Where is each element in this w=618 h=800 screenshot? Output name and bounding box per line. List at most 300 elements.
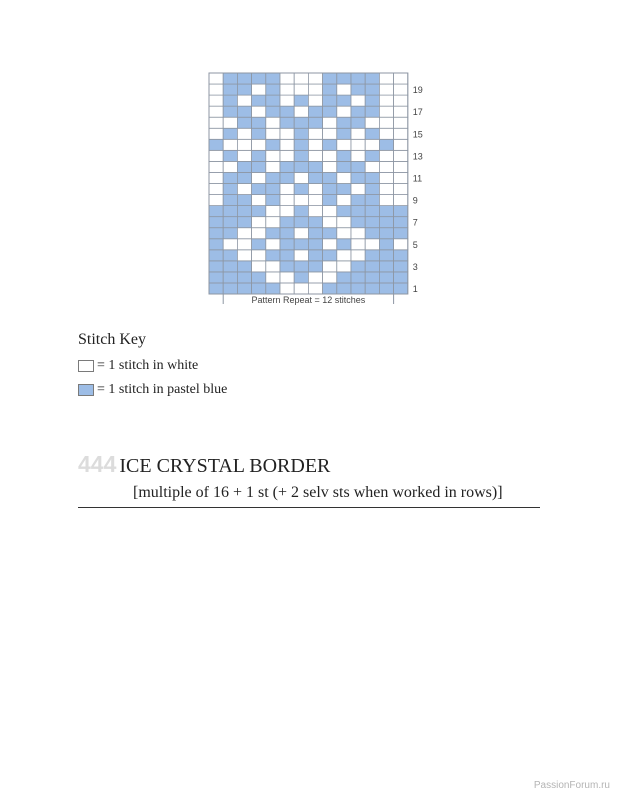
chart-cell <box>209 184 223 195</box>
chart-cell <box>365 184 379 195</box>
chart-cell <box>323 139 337 150</box>
row-number-label: 7 <box>412 217 418 228</box>
chart-cell <box>223 172 237 183</box>
pattern-name: ICE CRYSTAL BORDER <box>119 455 331 477</box>
chart-cell <box>252 206 266 217</box>
chart-cell <box>323 84 337 95</box>
chart-cell <box>223 195 237 206</box>
chart-cell <box>252 250 266 261</box>
chart-cell <box>237 139 251 150</box>
chart-cell <box>252 161 266 172</box>
chart-cell <box>266 272 280 283</box>
chart-cell <box>323 95 337 106</box>
chart-cell <box>308 150 322 161</box>
chart-cell <box>379 117 393 128</box>
stitch-key-title: Stitch Key <box>78 331 146 348</box>
chart-cell <box>351 73 365 84</box>
chart-cell <box>266 150 280 161</box>
chart-cell <box>223 239 237 250</box>
chart-cell <box>294 117 308 128</box>
chart-cell <box>280 139 294 150</box>
chart-cell <box>365 139 379 150</box>
chart-cell <box>323 261 337 272</box>
chart-cell <box>323 239 337 250</box>
chart-cell <box>337 195 351 206</box>
chart-cell <box>379 283 393 294</box>
chart-cell <box>280 184 294 195</box>
chart-cell <box>237 73 251 84</box>
chart-cell <box>337 283 351 294</box>
chart-cell <box>394 250 408 261</box>
chart-cell <box>237 217 251 228</box>
chart-cell <box>351 250 365 261</box>
chart-cell <box>365 106 379 117</box>
chart-cell <box>394 128 408 139</box>
chart-cell <box>394 117 408 128</box>
chart-cell <box>337 272 351 283</box>
chart-cell <box>394 206 408 217</box>
chart-cell <box>237 150 251 161</box>
chart-cell <box>209 239 223 250</box>
chart-cell <box>323 106 337 117</box>
chart-cell <box>280 117 294 128</box>
chart-cell <box>237 261 251 272</box>
key-label-white: = 1 stitch in white <box>97 358 199 373</box>
heading-rule <box>78 507 540 508</box>
chart-cell <box>237 206 251 217</box>
chart-cell <box>223 84 237 95</box>
chart-cell <box>209 161 223 172</box>
chart-cell <box>337 95 351 106</box>
chart-cell <box>237 95 251 106</box>
chart-cell <box>294 195 308 206</box>
chart-cell <box>351 272 365 283</box>
chart-cell <box>323 272 337 283</box>
chart-cell <box>379 217 393 228</box>
chart-cell <box>337 217 351 228</box>
chart-cell <box>379 95 393 106</box>
chart-cell <box>223 128 237 139</box>
chart-cell <box>351 117 365 128</box>
chart-cell <box>308 272 322 283</box>
blue-swatch-icon <box>78 384 94 396</box>
row-number-label: 13 <box>412 151 423 162</box>
chart-cell <box>209 283 223 294</box>
chart-cell <box>351 261 365 272</box>
chart-cell <box>365 161 379 172</box>
chart-cell <box>379 228 393 239</box>
chart-cell <box>294 150 308 161</box>
pattern-heading <box>78 449 330 483</box>
chart-cell <box>394 283 408 294</box>
chart-cell <box>252 184 266 195</box>
chart-cell <box>337 139 351 150</box>
chart-cell <box>394 272 408 283</box>
chart-cell <box>266 117 280 128</box>
chart-cell <box>308 239 322 250</box>
chart-cell <box>394 106 408 117</box>
chart-cell <box>237 195 251 206</box>
chart-cell <box>266 217 280 228</box>
chart-cell <box>365 117 379 128</box>
chart-cell <box>379 250 393 261</box>
chart-cell <box>379 239 393 250</box>
chart-cell <box>209 106 223 117</box>
chart-cell <box>252 195 266 206</box>
chart-cell <box>294 106 308 117</box>
chart-cell <box>209 272 223 283</box>
chart-cell <box>365 128 379 139</box>
knitting-chart <box>0 0 618 330</box>
chart-cell <box>223 73 237 84</box>
chart-cell <box>308 95 322 106</box>
chart-cell <box>308 184 322 195</box>
chart-cell <box>308 206 322 217</box>
chart-cell <box>237 117 251 128</box>
chart-cell <box>308 73 322 84</box>
chart-cell <box>323 206 337 217</box>
chart-cell <box>337 73 351 84</box>
chart-cell <box>209 117 223 128</box>
white-swatch-icon <box>78 360 94 372</box>
chart-cell <box>280 84 294 95</box>
chart-cell <box>280 95 294 106</box>
chart-cell <box>223 139 237 150</box>
chart-cell <box>252 106 266 117</box>
chart-cell <box>394 261 408 272</box>
chart-cell <box>337 228 351 239</box>
chart-cell <box>280 195 294 206</box>
chart-cell <box>223 250 237 261</box>
chart-cell <box>337 84 351 95</box>
chart-cell <box>365 239 379 250</box>
chart-cell <box>223 206 237 217</box>
chart-cell <box>308 106 322 117</box>
chart-cell <box>323 217 337 228</box>
chart-cell <box>266 228 280 239</box>
chart-cell <box>351 161 365 172</box>
watermark: PassionForum.ru <box>533 780 610 791</box>
chart-cell <box>266 128 280 139</box>
key-label-blue: = 1 stitch in pastel blue <box>97 382 228 397</box>
chart-cell <box>266 95 280 106</box>
chart-cell <box>394 239 408 250</box>
chart-cell <box>337 106 351 117</box>
chart-cell <box>280 73 294 84</box>
chart-cell <box>266 184 280 195</box>
chart-cell <box>223 150 237 161</box>
row-number-label: 15 <box>412 129 423 140</box>
chart-cell <box>308 84 322 95</box>
chart-cell <box>237 106 251 117</box>
chart-cell <box>394 228 408 239</box>
chart-cell <box>323 250 337 261</box>
chart-cell <box>379 73 393 84</box>
chart-cell <box>209 95 223 106</box>
chart-cell <box>294 73 308 84</box>
chart-cell <box>365 217 379 228</box>
chart-cell <box>308 117 322 128</box>
chart-cell <box>379 195 393 206</box>
chart-cell <box>252 150 266 161</box>
chart-cell <box>252 272 266 283</box>
chart-cell <box>394 195 408 206</box>
chart-cell <box>337 184 351 195</box>
chart-cell <box>394 95 408 106</box>
chart-cell <box>394 73 408 84</box>
chart-cell <box>237 228 251 239</box>
row-number-label: 19 <box>412 85 423 96</box>
chart-cell <box>209 228 223 239</box>
chart-cell <box>394 161 408 172</box>
chart-cell <box>394 184 408 195</box>
chart-cell <box>209 150 223 161</box>
chart-cell <box>266 239 280 250</box>
chart-cell <box>266 106 280 117</box>
chart-cell <box>209 139 223 150</box>
chart-cell <box>308 128 322 139</box>
chart-cell <box>337 239 351 250</box>
chart-cell <box>365 261 379 272</box>
chart-cell <box>294 250 308 261</box>
chart-cell <box>337 150 351 161</box>
pattern-subtitle: [multiple of 16 + 1 st (+ 2 selv sts when worked in rows)] <box>133 484 503 501</box>
chart-cell <box>223 261 237 272</box>
chart-cell <box>351 150 365 161</box>
chart-cell <box>252 261 266 272</box>
chart-cell <box>266 250 280 261</box>
chart-cell <box>337 206 351 217</box>
chart-cell <box>294 261 308 272</box>
chart-cell <box>237 161 251 172</box>
chart-cell <box>223 283 237 294</box>
chart-cell <box>379 139 393 150</box>
chart-cell <box>266 73 280 84</box>
chart-cell <box>379 261 393 272</box>
chart-cell <box>308 172 322 183</box>
chart-cell <box>280 172 294 183</box>
chart-cell <box>294 128 308 139</box>
chart-cell <box>308 283 322 294</box>
chart-cell <box>294 184 308 195</box>
chart-cell <box>237 283 251 294</box>
chart-cell <box>209 250 223 261</box>
chart-cell <box>308 250 322 261</box>
chart-cell <box>365 84 379 95</box>
chart-cell <box>252 139 266 150</box>
chart-cell <box>337 250 351 261</box>
chart-cell <box>308 217 322 228</box>
chart-cell <box>351 139 365 150</box>
chart-cell <box>351 195 365 206</box>
chart-cell <box>209 84 223 95</box>
chart-cell <box>252 217 266 228</box>
chart-cell <box>223 95 237 106</box>
row-number-label: 11 <box>412 173 423 184</box>
chart-cell <box>351 84 365 95</box>
pattern-repeat-label: Pattern Repeat = 12 stitches <box>251 295 366 305</box>
chart-cell <box>252 117 266 128</box>
chart-cell <box>252 73 266 84</box>
chart-cell <box>394 84 408 95</box>
chart-cell <box>280 272 294 283</box>
chart-cell <box>209 172 223 183</box>
chart-cell <box>379 106 393 117</box>
chart-cell <box>209 73 223 84</box>
chart-cell <box>337 128 351 139</box>
chart-cell <box>294 95 308 106</box>
chart-cell <box>394 217 408 228</box>
chart-cell <box>323 161 337 172</box>
chart-cell <box>294 283 308 294</box>
chart-cell <box>252 228 266 239</box>
chart-cell <box>323 283 337 294</box>
chart-cell <box>351 95 365 106</box>
row-number-label: 9 <box>412 195 418 206</box>
chart-cell <box>266 161 280 172</box>
chart-cell <box>323 228 337 239</box>
chart-cell <box>280 150 294 161</box>
chart-cell <box>252 84 266 95</box>
chart-cell <box>237 239 251 250</box>
row-number-label: 1 <box>412 283 418 294</box>
chart-cell <box>294 217 308 228</box>
chart-cell <box>294 239 308 250</box>
chart-cell <box>379 184 393 195</box>
chart-cell <box>351 206 365 217</box>
chart-cell <box>351 239 365 250</box>
chart-cell <box>394 172 408 183</box>
chart-cell <box>365 250 379 261</box>
chart-cell <box>323 73 337 84</box>
chart-cell <box>294 172 308 183</box>
chart-cell <box>294 139 308 150</box>
chart-cell <box>308 139 322 150</box>
row-number-label: 17 <box>412 107 423 118</box>
chart-grid <box>0 0 618 330</box>
chart-cell <box>237 184 251 195</box>
chart-cell <box>308 161 322 172</box>
chart-cell <box>223 272 237 283</box>
chart-cell <box>280 206 294 217</box>
chart-cell <box>209 217 223 228</box>
chart-cell <box>323 150 337 161</box>
chart-cell <box>223 161 237 172</box>
pattern-number: 444 <box>78 451 117 477</box>
chart-cell <box>308 228 322 239</box>
chart-cell <box>223 228 237 239</box>
key-row-white <box>78 357 198 375</box>
chart-cell <box>266 195 280 206</box>
chart-cell <box>337 261 351 272</box>
chart-cell <box>379 272 393 283</box>
chart-cell <box>237 84 251 95</box>
chart-cell <box>337 161 351 172</box>
chart-cell <box>266 206 280 217</box>
chart-cell <box>379 172 393 183</box>
chart-cell <box>252 283 266 294</box>
chart-cell <box>323 172 337 183</box>
chart-cell <box>365 150 379 161</box>
chart-cell <box>365 73 379 84</box>
chart-cell <box>237 172 251 183</box>
row-number-label: 3 <box>412 261 418 272</box>
chart-cell <box>266 84 280 95</box>
chart-cell <box>394 139 408 150</box>
chart-cell <box>379 84 393 95</box>
chart-cell <box>237 250 251 261</box>
chart-cell <box>365 272 379 283</box>
chart-cell <box>252 239 266 250</box>
chart-cell <box>237 128 251 139</box>
chart-cell <box>323 195 337 206</box>
chart-cell <box>280 250 294 261</box>
chart-cell <box>365 172 379 183</box>
chart-cell <box>365 195 379 206</box>
chart-cell <box>280 283 294 294</box>
chart-cell <box>379 206 393 217</box>
chart-cell <box>209 195 223 206</box>
chart-cell <box>266 261 280 272</box>
chart-cell <box>280 239 294 250</box>
chart-cell <box>280 106 294 117</box>
chart-cell <box>337 117 351 128</box>
chart-cell <box>223 217 237 228</box>
chart-cell <box>365 283 379 294</box>
chart-cell <box>351 128 365 139</box>
chart-cell <box>294 228 308 239</box>
chart-cell <box>252 128 266 139</box>
chart-cell <box>252 95 266 106</box>
chart-cell <box>308 195 322 206</box>
chart-cell <box>294 272 308 283</box>
chart-cell <box>266 172 280 183</box>
chart-cell <box>294 84 308 95</box>
chart-cell <box>223 184 237 195</box>
chart-cell <box>351 217 365 228</box>
chart-cell <box>323 117 337 128</box>
chart-cell <box>209 128 223 139</box>
chart-cell <box>280 128 294 139</box>
chart-cell <box>379 128 393 139</box>
chart-cell <box>308 261 322 272</box>
chart-cell <box>294 206 308 217</box>
chart-cell <box>379 150 393 161</box>
chart-cell <box>209 206 223 217</box>
chart-cell <box>280 261 294 272</box>
chart-cell <box>394 150 408 161</box>
chart-cell <box>379 161 393 172</box>
chart-cell <box>365 228 379 239</box>
chart-cell <box>337 172 351 183</box>
row-number-label: 5 <box>412 239 418 250</box>
chart-cell <box>237 272 251 283</box>
chart-cell <box>323 184 337 195</box>
chart-cell <box>252 172 266 183</box>
chart-cell <box>351 172 365 183</box>
chart-cell <box>351 283 365 294</box>
key-row-blue <box>78 381 227 399</box>
chart-cell <box>365 95 379 106</box>
chart-cell <box>365 206 379 217</box>
chart-cell <box>280 228 294 239</box>
chart-cell <box>223 106 237 117</box>
chart-cell <box>294 161 308 172</box>
chart-cell <box>351 106 365 117</box>
chart-cell <box>209 261 223 272</box>
chart-cell <box>266 139 280 150</box>
chart-cell <box>223 117 237 128</box>
